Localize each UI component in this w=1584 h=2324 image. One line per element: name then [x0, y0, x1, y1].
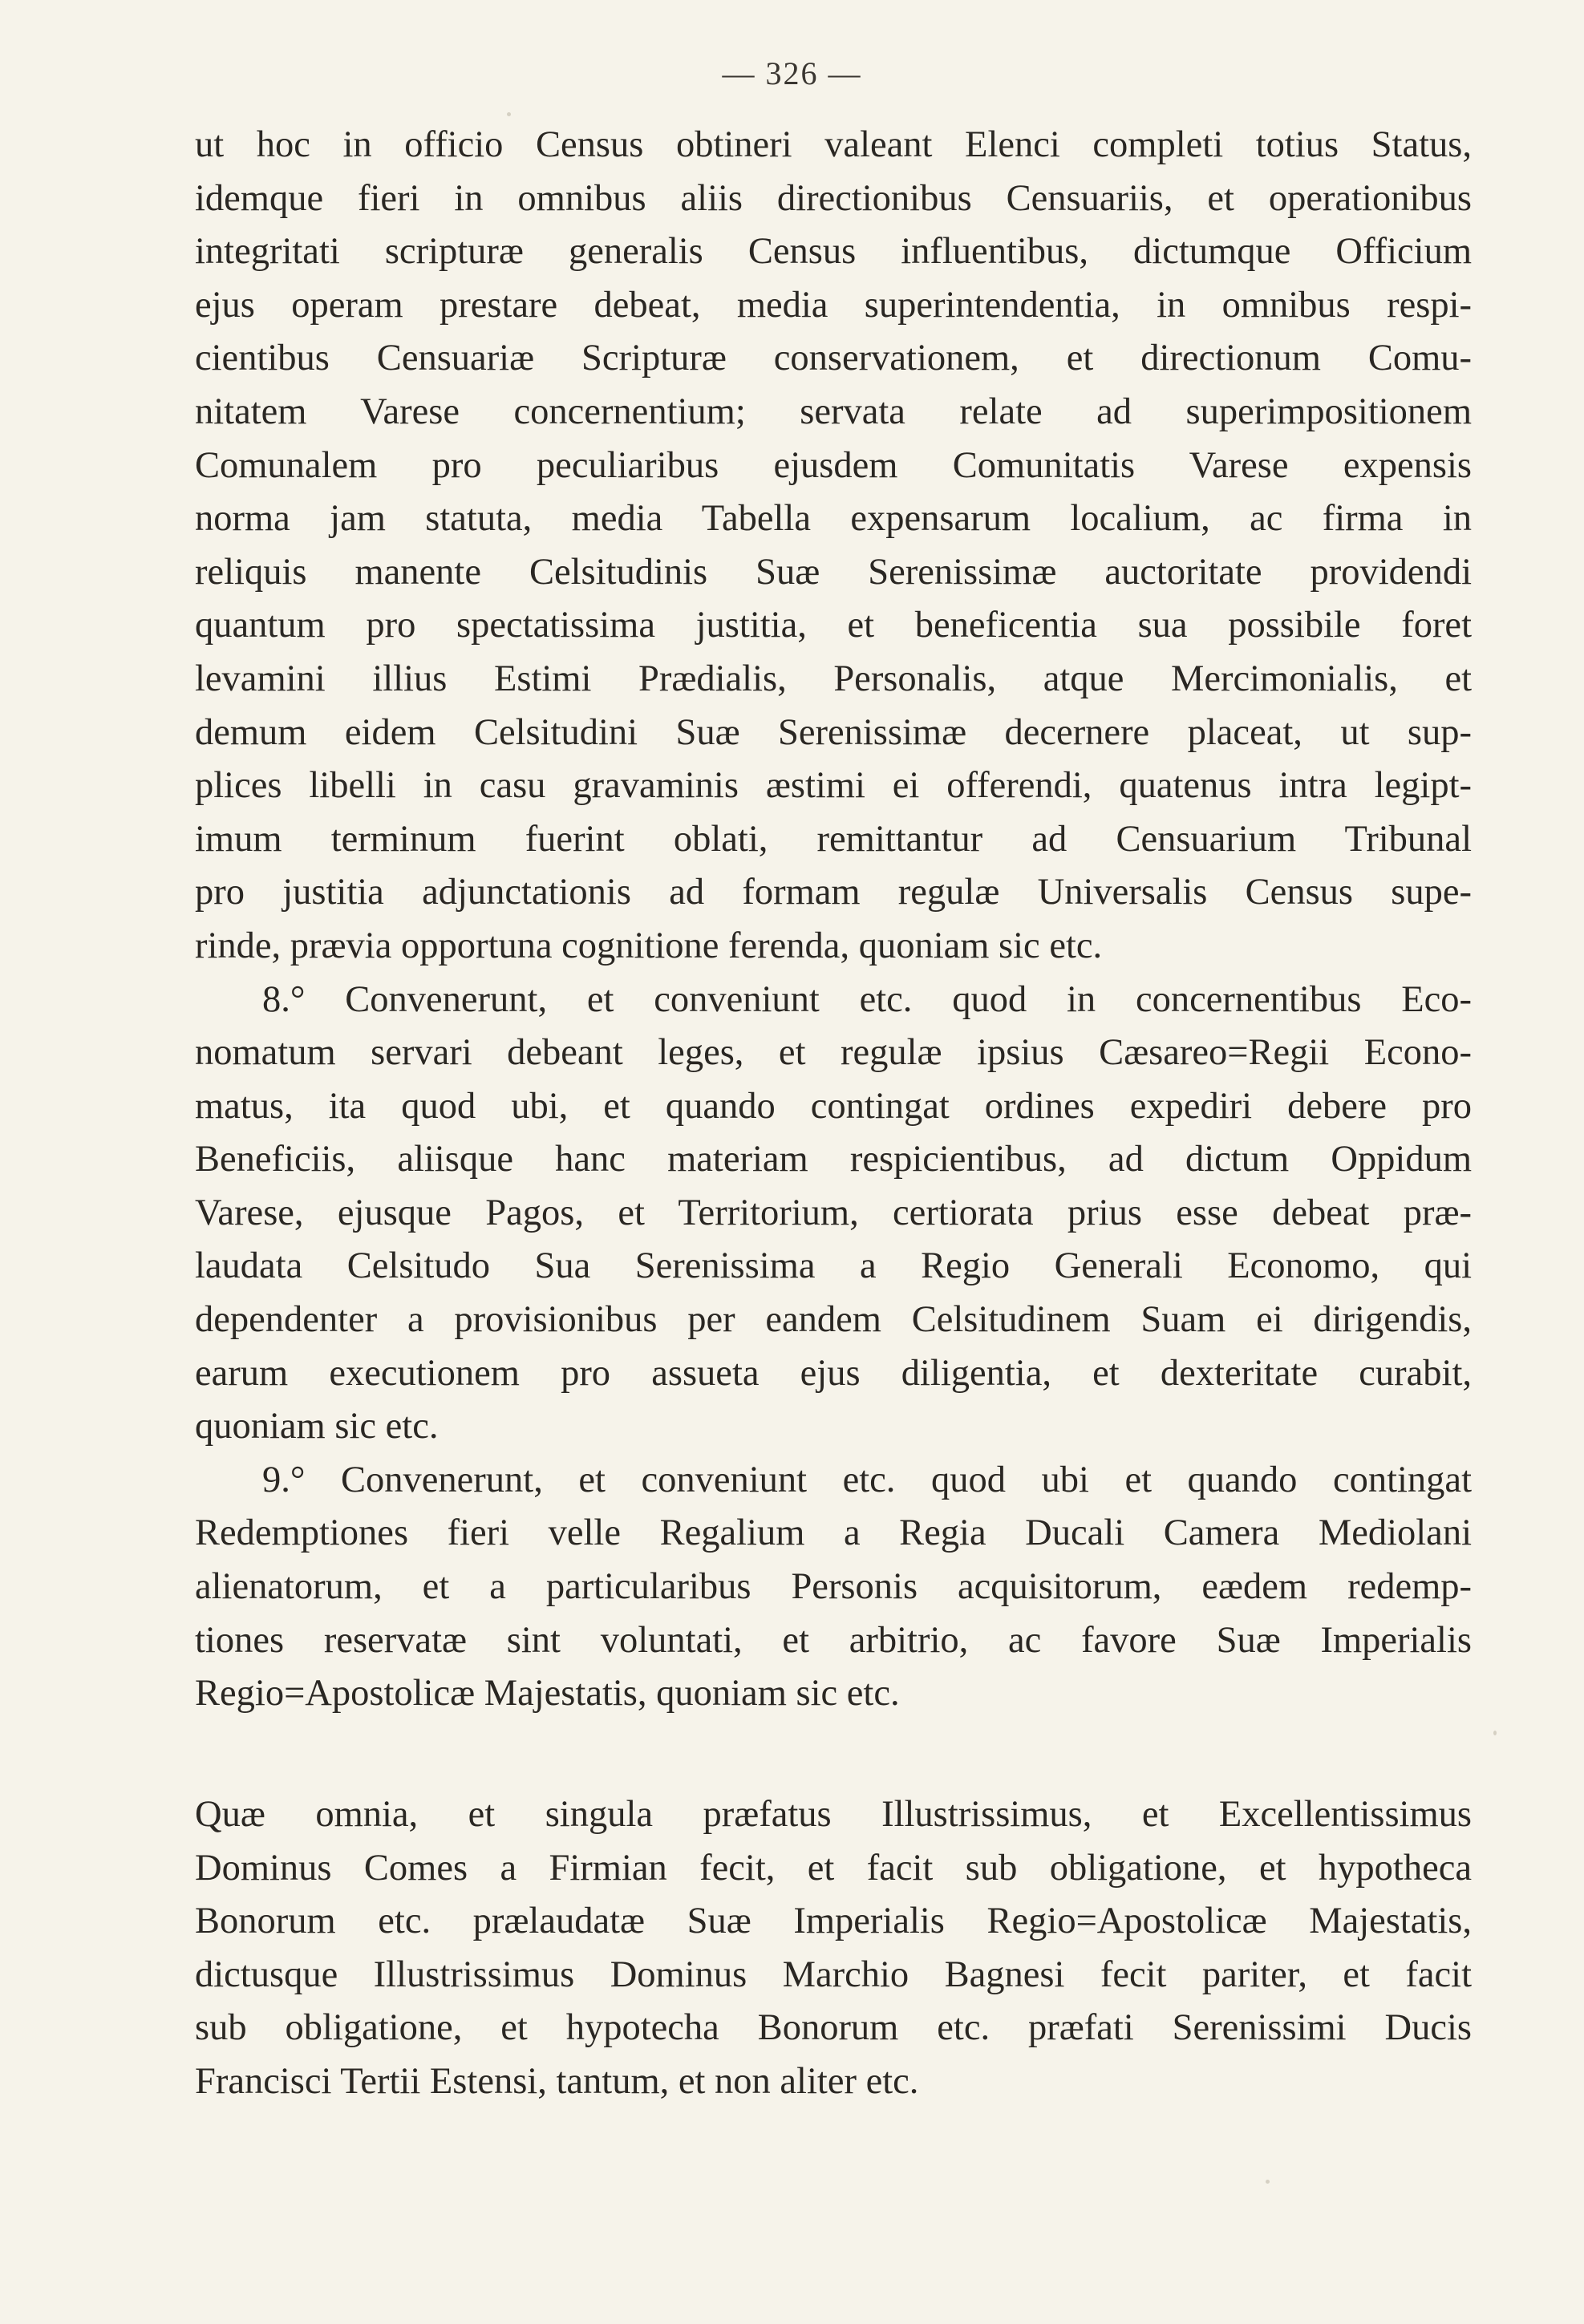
- paper-speck: [1266, 2180, 1270, 2184]
- closing-line: Dominus Comes a Firmian fecit, et facit sub obligatione, et hypotheca: [195, 1847, 1472, 1889]
- text-line: cientibus Censuariæ Scripturæ conservationem, et directionum Comu-: [195, 338, 1472, 379]
- paragraph-9-start: 9.° Convenerunt, et conveniunt etc. quod ubi et quando contingat: [262, 1459, 1472, 1500]
- text-line: Varese, ejusque Pagos, et Territorium, certiorata prius esse debeat præ-: [195, 1192, 1472, 1233]
- text-line: norma jam statuta, media Tabella expensarum localium, ac firma in: [195, 498, 1472, 540]
- text-line: matus, ita quod ubi, et quando contingat ordines expediri debere pro: [195, 1085, 1472, 1127]
- paper-speck: [507, 112, 511, 116]
- text-line: reliquis manente Celsitudinis Suæ Serenissimæ auctoritate providendi: [195, 551, 1472, 593]
- closing-line: Quæ omnia, et singula præfatus Illustrissimus, et Excellentissimus: [195, 1794, 1472, 1835]
- text-line: Regio=Apostolicæ Majestatis, quoniam sic etc.: [195, 1673, 900, 1715]
- closing-text-block: [195, 1788, 1472, 2109]
- text-line: quoniam sic etc.: [195, 1406, 439, 1447]
- text-line: plices libelli in casu gravaminis æstimi ei offerendi, quatenus intra legipt-: [195, 765, 1472, 807]
- text-line: demum eidem Celsitudini Suæ Serenissimæ decernere placeat, ut sup-: [195, 711, 1472, 753]
- closing-line: Bonorum etc. prælaudatæ Suæ Imperialis Regio=Apostolicæ Majestatis,: [195, 1901, 1472, 1942]
- main-text-block: [195, 119, 1472, 1721]
- paragraph-8-start: 8.° Convenerunt, et conveniunt etc. quod in concernentibus Eco-: [262, 978, 1472, 1020]
- text-line: nitatem Varese concernentium; servata relate ad superimpositionem: [195, 391, 1472, 432]
- closing-line: Francisci Tertii Estensi, tantum, et non aliter etc.: [195, 2060, 919, 2102]
- text-line: tiones reservatæ sint voluntati, et arbitrio, ac favore Suæ Imperialis: [195, 1619, 1472, 1661]
- text-line: rinde, prævia opportuna cognitione ferenda, quoniam sic etc.: [195, 925, 1103, 966]
- page-number: — 326 —: [722, 55, 862, 91]
- text-line: earum executionem pro assueta ejus diligentia, et dexteritate curabit,: [195, 1352, 1472, 1394]
- text-line: Redemptiones fieri velle Regalium a Regia Ducali Camera Mediolani: [195, 1512, 1472, 1554]
- text-line: alienatorum, et a particularibus Personis acquisitorum, eædem redemp-: [195, 1566, 1472, 1608]
- text-line: Beneficiis, aliisque hanc materiam respicientibus, ad dictum Oppidum: [195, 1139, 1472, 1180]
- text-line: levamini illius Estimi Prædialis, Personalis, atque Mercimonialis, et: [195, 658, 1472, 699]
- text-line: Comunalem pro peculiaribus ejusdem Comunitatis Varese expensis: [195, 444, 1472, 486]
- text-line: quantum pro spectatissima justitia, et beneficentia sua possibile foret: [195, 605, 1472, 646]
- text-line: ejus operam prestare debeat, media superintendentia, in omnibus respi-: [195, 284, 1472, 326]
- closing-line: sub obligatione, et hypotecha Bonorum etc. præfati Serenissimi Ducis: [195, 2007, 1472, 2049]
- text-line: laudata Celsitudo Sua Serenissima a Regio Generali Economo, qui: [195, 1245, 1472, 1287]
- text-line: imum terminum fuerint oblati, remittantur ad Censuarium Tribunal: [195, 818, 1472, 860]
- text-line: idemque fieri in omnibus aliis directionibus Censuariis, et operationibus: [195, 177, 1472, 219]
- text-line: ut hoc in officio Census obtineri valeant Elenci completi totius Status,: [195, 124, 1472, 165]
- text-line: pro justitia adjunctationis ad formam regulæ Universalis Census supe-: [195, 872, 1472, 913]
- closing-line: dictusque Illustrissimus Dominus Marchio Bagnesi fecit pariter, et facit: [195, 1954, 1472, 1995]
- text-line: dependenter a provisionibus per eandem Celsitudinem Suam ei dirigendis,: [195, 1299, 1472, 1341]
- text-line: integritati scripturæ generalis Census influentibus, dictumque Officium: [195, 231, 1472, 273]
- text-line: nomatum servari debeant leges, et regulæ ipsius Cæsareo=Regii Econo-: [195, 1032, 1472, 1074]
- paper-speck: [1493, 1731, 1497, 1735]
